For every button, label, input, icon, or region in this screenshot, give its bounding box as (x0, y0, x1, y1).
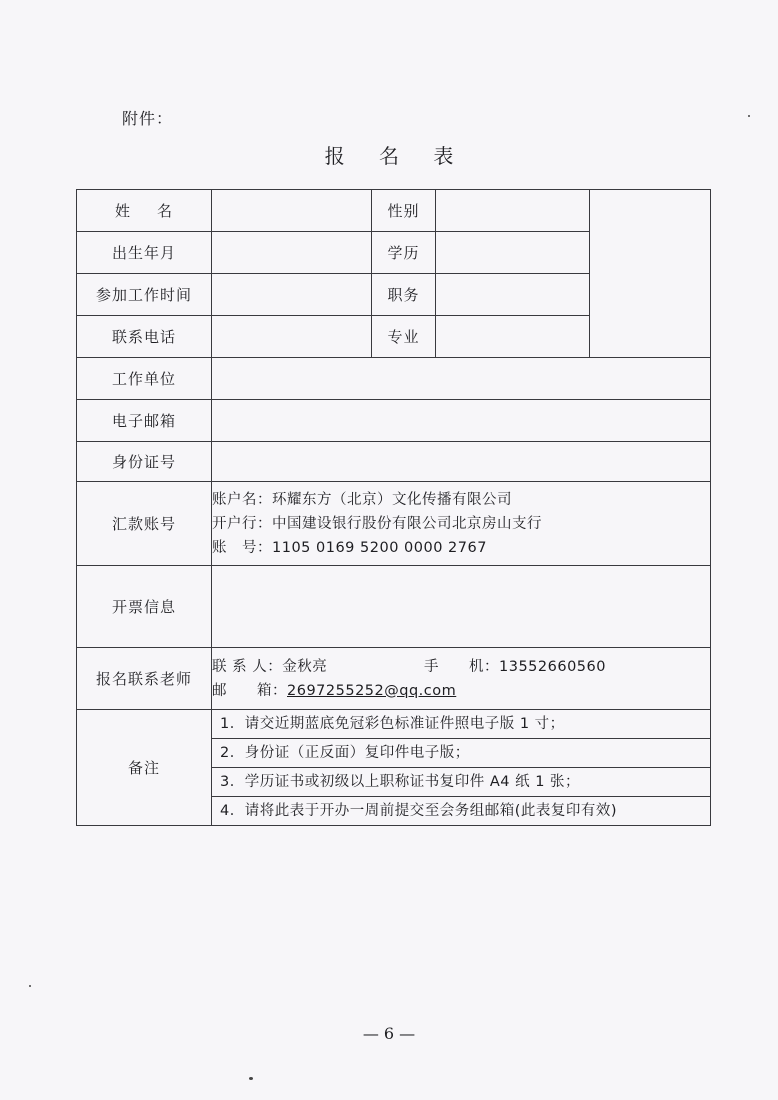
education-label: 学历 (372, 232, 436, 274)
major-field[interactable] (436, 316, 590, 358)
notes-list (212, 710, 711, 826)
note-item: 1．请交近期蓝底免冠彩色标准证件照电子版 1 寸； (212, 710, 710, 739)
id-number-field[interactable] (212, 442, 711, 482)
scan-speck (29, 985, 31, 987)
contact-line-1 (212, 655, 710, 679)
name-label: 姓 名 (77, 190, 212, 232)
registration-form-table (76, 189, 711, 826)
gender-field[interactable] (436, 190, 590, 232)
invoice-field[interactable] (212, 566, 711, 648)
contact-email-link[interactable]: 2697255252@qq.com (287, 682, 457, 699)
notes-label: 备注 (77, 710, 212, 826)
contact-person: 联 系 人：金秋亮 (212, 658, 328, 675)
contact-mobile: 手 机：13552660560 (424, 658, 606, 675)
note-item: 4．请将此表于开办一周前提交至会务组邮箱(此表复印有效) (220, 803, 618, 819)
name-field[interactable] (212, 190, 372, 232)
employer-label: 工作单位 (77, 358, 212, 400)
major-label: 专业 (372, 316, 436, 358)
education-field[interactable] (436, 232, 590, 274)
phone-label: 联系电话 (77, 316, 212, 358)
birth-field[interactable] (212, 232, 372, 274)
work-start-label: 参加工作时间 (77, 274, 212, 316)
account-number: 账 号：1105 0169 5200 0000 2767 (212, 539, 487, 556)
account-name: 账户名：环耀东方（北京）文化传播有限公司 (212, 491, 512, 508)
form-title: 报 名 表 (324, 144, 468, 168)
id-number-label: 身份证号 (77, 442, 212, 482)
position-label: 职务 (372, 274, 436, 316)
gender-label: 性别 (372, 190, 436, 232)
birth-label: 出生年月 (77, 232, 212, 274)
email-label: 电子邮箱 (77, 400, 212, 442)
scan-speck (748, 115, 750, 117)
email-field[interactable] (212, 400, 711, 442)
remittance-label: 汇款账号 (77, 482, 212, 566)
remittance-info (212, 482, 711, 566)
phone-field[interactable] (212, 316, 372, 358)
contact-email-prefix: 邮 箱： (212, 682, 287, 699)
contact-info (212, 648, 711, 710)
contact-line-2 (212, 679, 710, 703)
page-number: — 6 — (362, 1024, 416, 1043)
work-start-field[interactable] (212, 274, 372, 316)
employer-field[interactable] (212, 358, 711, 400)
note-item: 3．学历证书或初级以上职称证书复印件 A4 纸 1 张； (212, 768, 710, 797)
photo-box[interactable] (590, 190, 711, 358)
contact-teacher-label: 报名联系老师 (77, 648, 212, 710)
scan-speck (249, 1077, 253, 1080)
attachment-label: 附件： (122, 109, 174, 128)
position-field[interactable] (436, 274, 590, 316)
note-item: 2．身份证（正反面）复印件电子版； (212, 739, 710, 768)
bank-name: 开户行：中国建设银行股份有限公司北京房山支行 (212, 515, 542, 532)
invoice-label: 开票信息 (77, 566, 212, 648)
